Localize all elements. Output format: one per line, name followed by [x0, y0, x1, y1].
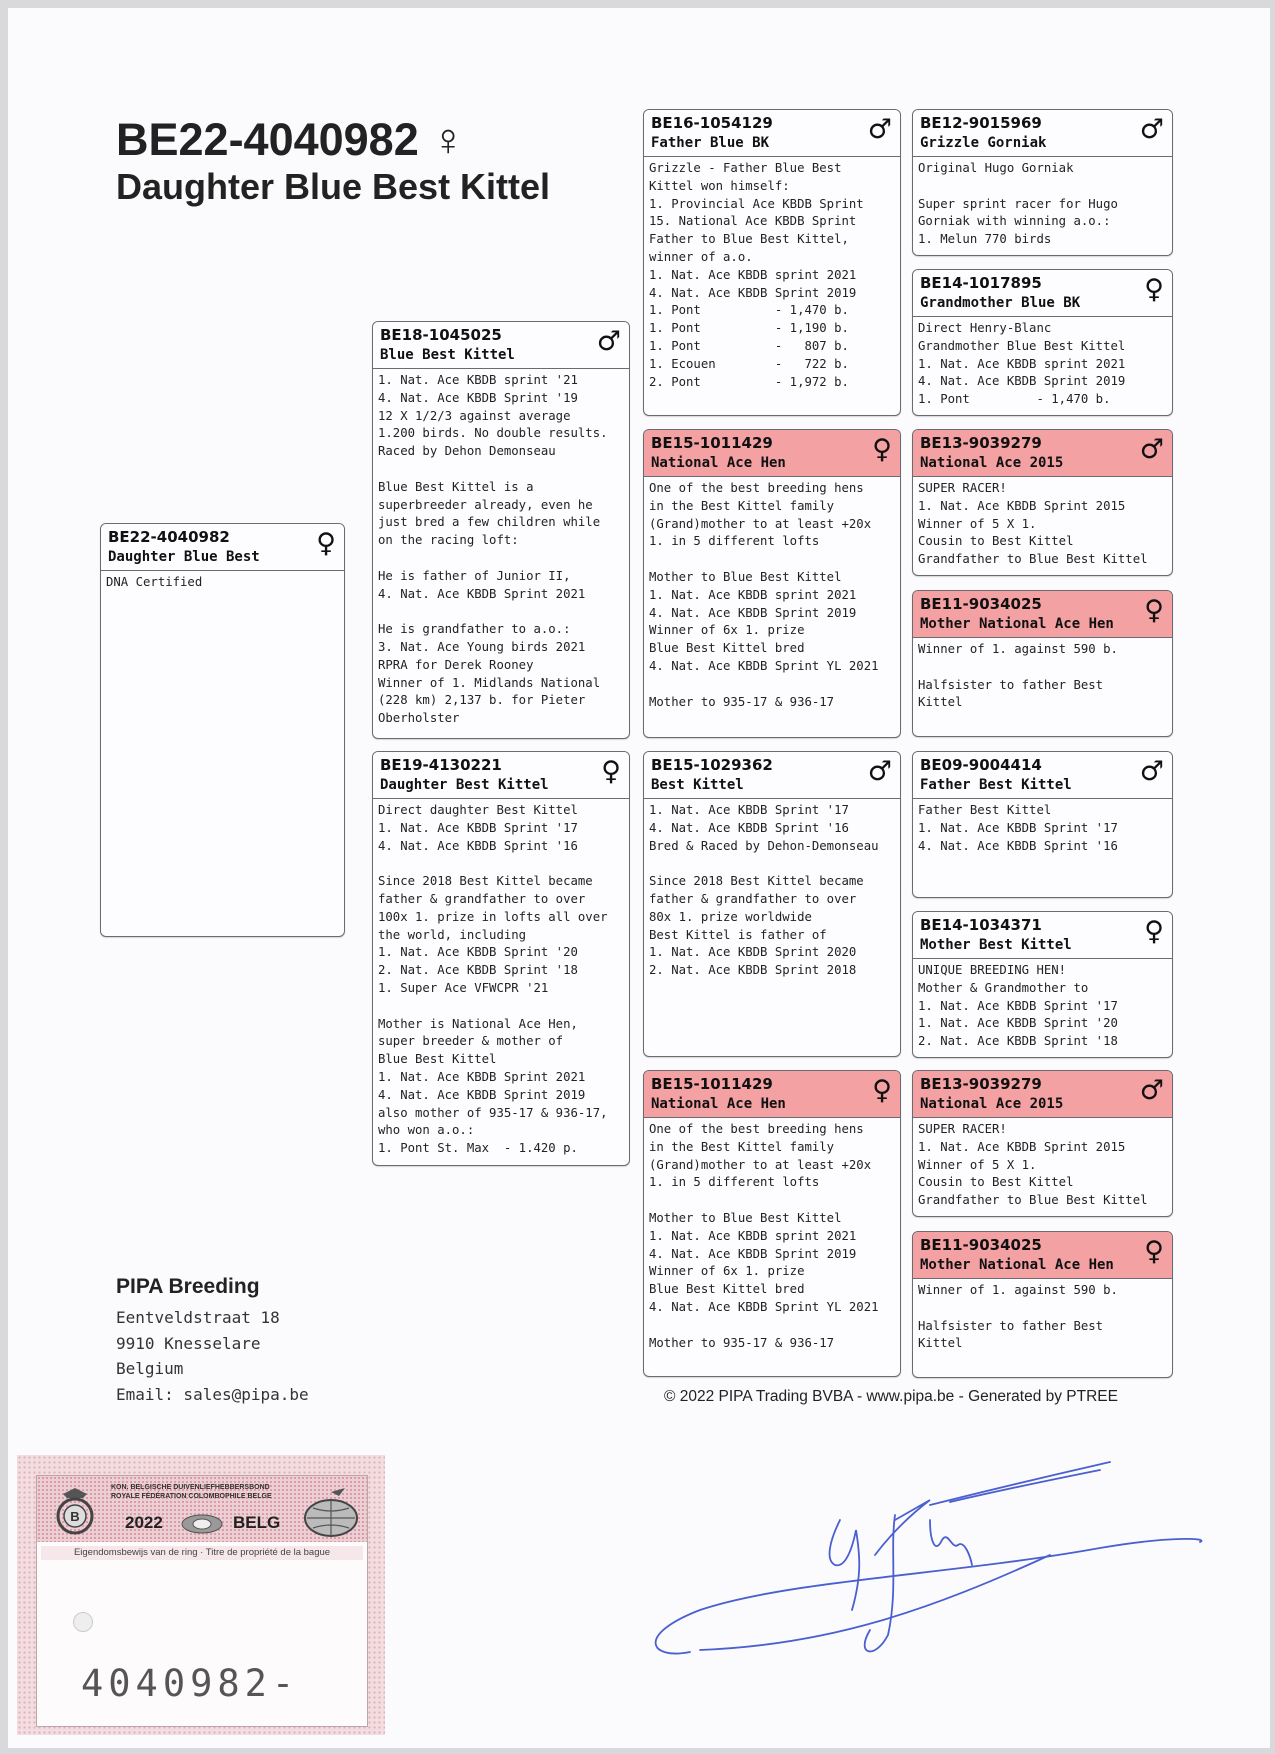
ring-number: BE15-1029362: [651, 756, 773, 774]
pigeon-name: Daughter Blue Best: [108, 549, 260, 565]
male-symbol-icon: ♂: [867, 114, 892, 145]
card-header: [373, 752, 629, 799]
card-notes: One of the best breeding hens in the Best Kittel family (Grand)mother to at least +20x 1. in 5 different lofts Mother to Blue Best Kittel 1. Nat. Ace KBDB sprint 2021 4. Nat. Ace KBDB Sprint 2019 Winner of 6x 1. prize Blue Best Kittel bred 4. Nat. Ace KBDB Sprint YL 2021 Mother to 935-17 & 936-17: [649, 481, 879, 709]
card-ggp-1: [912, 109, 1173, 256]
pigeon-name: Grizzle Gorniak: [920, 135, 1047, 151]
card-notes: SUPER RACER! 1. Nat. Ace KBDB Sprint 2015 Winner of 5 X 1. Cousin to Best Kittel Grandfather to Blue Best Kittel: [918, 481, 1148, 567]
card-header: [913, 1232, 1172, 1279]
card-notes: Father Best Kittel 1. Nat. Ace KBDB Sprint '17 4. Nat. Ace KBDB Sprint '16: [918, 803, 1118, 853]
card-notes: SUPER RACER! 1. Nat. Ace KBDB Sprint 2015 Winner of 5 X 1. Cousin to Best Kittel Grandfather to Blue Best Kittel: [918, 1122, 1148, 1208]
female-symbol-icon: ♀: [872, 1075, 892, 1106]
card-header: [913, 752, 1172, 799]
ring-number: BE14-1017895: [920, 274, 1042, 292]
male-symbol-icon: ♂: [1139, 114, 1164, 145]
female-symbol-icon: ♀: [1144, 916, 1164, 947]
male-symbol-icon: ♂: [596, 326, 621, 357]
page-title-name: Daughter Blue Best Kittel: [116, 166, 551, 207]
ring-country: BELG: [233, 1513, 281, 1532]
pigeon-name: National Ace Hen: [651, 455, 786, 471]
ring-number: BE15-1011429: [651, 1075, 773, 1093]
pigeon-name: Blue Best Kittel: [380, 347, 515, 363]
ring-number: BE14-1034371: [920, 916, 1042, 934]
ring-number: BE13-9039279: [920, 434, 1042, 452]
contact-email: Email: sales@pipa.be: [116, 1384, 309, 1404]
card-paternal-grandfather: [643, 109, 901, 416]
pigeon-name: Best Kittel: [651, 777, 744, 793]
federation-crest-icon: [47, 1484, 103, 1540]
card-notes: 1. Nat. Ace KBDB sprint '21 4. Nat. Ace KBDB Sprint '19 12 X 1/2/3 against average 1.200 birds. No double results. Raced by Dehon Demonseau Blue Best Kittel is a superbreeder already, even he just bred a few children while on the racing loft: He is father of Junior II, 4. Nat. Ace KBDB Sprint 2021 He is grandfather to a.o.: 3. Nat. Ace Young birds 2021 RPRA for Derek Rooney Winner of 1. Midlands National (228 km) 2,137 b. for Pieter Oberholster: [378, 373, 608, 726]
address-country: Belgium: [116, 1359, 184, 1378]
card-maternal-grandmother: [643, 1070, 901, 1377]
card-header: [644, 752, 900, 799]
pigeon-name: Mother National Ace Hen: [920, 616, 1114, 632]
pigeon-name: National Ace 2015: [920, 1096, 1064, 1112]
pigeon-name: Father Best Kittel: [920, 777, 1072, 793]
page-title-ring: BE22-4040982 ♀: [116, 114, 466, 165]
ring-number: BE15-1011429: [651, 434, 773, 452]
ring-number: BE13-9039279: [920, 1075, 1042, 1093]
ring-number: BE09-9004414: [920, 756, 1042, 774]
ring-number-printed: 4040982-: [81, 1662, 300, 1705]
ownership-title: Eigendomsbewijs van de ring · Titre de propriété de la bague: [41, 1546, 363, 1560]
ring-number: BE11-9034025: [920, 595, 1042, 613]
card-header: [913, 591, 1172, 638]
card-header: [644, 110, 900, 157]
male-symbol-icon: ♂: [1139, 756, 1164, 787]
card-notes: UNIQUE BREEDING HEN! Mother & Grandmother to 1. Nat. Ace KBDB Sprint '17 1. Nat. Ace KBDB Sprint '20 2. Nat. Ace KBDB Sprint '18: [918, 963, 1118, 1049]
card-notes: Winner of 1. against 590 b. Halfsister to father Best Kittel: [918, 1283, 1118, 1351]
card-mother: [372, 751, 630, 1166]
wings-emblem-icon: [179, 1510, 225, 1536]
company-name: PIPA Breeding: [116, 1275, 260, 1298]
ring-number: BE12-9015969: [920, 114, 1042, 132]
pigeon-name: Mother Best Kittel: [920, 937, 1072, 953]
card-header: [913, 270, 1172, 317]
card-notes: One of the best breeding hens in the Best Kittel family (Grand)mother to at least +20x 1. in 5 different lofts Mother to Blue Best Kittel 1. Nat. Ace KBDB sprint 2021 4. Nat. Ace KBDB Sprint 2019 Winner of 6x 1. prize Blue Best Kittel bred 4. Nat. Ace KBDB Sprint YL 2021 Mother to 935-17 & 936-17: [649, 1122, 879, 1350]
card-ggp-6: [912, 911, 1173, 1058]
card-paternal-grandmother: [643, 429, 901, 738]
female-symbol-icon: ♀: [1144, 595, 1164, 626]
card-notes: Grizzle - Father Blue Best Kittel won himself: 1. Provincial Ace KBDB Sprint 15. National Ace KBDB Sprint Father to Blue Best Kittel, winner of a.o. 1. Nat. Ace KBDB sprint 2021 4. Nat. Ace KBDB Sprint 2019 1. Pont - 1,470 b. 1. Pont - 1,190 b. 1. Pont - 807 b. 1. Ecouen - 722 b. 2. Pont - 1,972 b.: [649, 161, 864, 389]
card-header: [644, 1071, 900, 1118]
male-symbol-icon: ♂: [1139, 1075, 1164, 1106]
male-symbol-icon: ♂: [867, 756, 892, 787]
female-symbol-icon: ♀: [1144, 1236, 1164, 1267]
address-city: 9910 Knesselare: [116, 1333, 261, 1353]
card-notes: Original Hugo Gorniak Super sprint racer for Hugo Gorniak with winning a.o.: 1. Melun 770 birds: [918, 161, 1118, 247]
female-symbol-icon: ♀: [1144, 274, 1164, 305]
female-symbol-icon: ♀: [601, 756, 621, 787]
federation-name-fr: ROYALE FÉDÉRATION COLOMBOPHILE BELGE: [111, 1493, 272, 1500]
contact-block: [116, 1275, 309, 1407]
ring-year: 2022: [125, 1513, 163, 1532]
card-ggp-2: [912, 269, 1173, 416]
card-header: [913, 912, 1172, 959]
card-father: [372, 321, 630, 739]
card-header: [373, 322, 629, 369]
card-ggp-8: [912, 1231, 1173, 1378]
female-symbol-icon: ♀: [872, 434, 892, 465]
address-street: Eentveldstraat 18: [116, 1308, 280, 1327]
ring-number: BE16-1054129: [651, 114, 773, 132]
pigeon-name: Mother National Ace Hen: [920, 1257, 1114, 1273]
card-subject: [100, 523, 345, 937]
female-symbol-icon: ♀: [316, 528, 336, 559]
ring-number: BE18-1045025: [380, 326, 502, 344]
card-notes: Direct Henry-Blanc Grandmother Blue Best Kittel 1. Nat. Ace KBDB sprint 2021 4. Nat. Ace KBDB Sprint 2019 1. Pont - 1,470 b.: [918, 321, 1126, 407]
ring-ownership-sticker: [17, 1455, 385, 1735]
pigeon-name: National Ace 2015: [920, 455, 1064, 471]
sticker-card: [36, 1475, 368, 1727]
card-header: [913, 1071, 1172, 1118]
card-notes: Direct daughter Best Kittel 1. Nat. Ace KBDB Sprint '17 4. Nat. Ace KBDB Sprint '16 Since 2018 Best Kittel became father & grandfather to over 100x 1. prize in lofts all over the world, including 1. Nat. Ace KBDB Sprint '20 2. Nat. Ace KBDB Sprint '18 1. Super Ace VFWCPR '21 Mother is National Ace Hen, super breeder & mother of Blue Best Kittel 1. Nat. Ace KBDB Sprint 2021 4. Nat. Ace KBDB Sprint 2019 also mother of 935-17 & 936-17, who won a.o.: 1. Pont St. Max - 1.420 p.: [378, 803, 608, 1156]
card-header: [644, 430, 900, 477]
pigeon-name: National Ace Hen: [651, 1096, 786, 1112]
card-maternal-grandfather: [643, 751, 901, 1057]
pigeon-name: Grandmother Blue BK: [920, 295, 1081, 311]
ring-number: BE11-9034025: [920, 1236, 1042, 1254]
sticker-hole: [73, 1612, 93, 1632]
handwritten-signature: [630, 1460, 1240, 1670]
card-header: [101, 524, 344, 571]
card-ggp-5: [912, 751, 1173, 898]
card-notes: 1. Nat. Ace KBDB Sprint '17 4. Nat. Ace KBDB Sprint '16 Bred & Raced by Dehon-Demonseau Since 2018 Best Kittel became father & grandfather to over 80x 1. prize worldwide Best Kittel is father of 1. Nat. Ace KBDB Sprint 2020 2. Nat. Ace KBDB Sprint 2018: [649, 803, 879, 978]
card-ggp-3: [912, 429, 1173, 576]
card-header: [913, 430, 1172, 477]
card-notes: DNA Certified: [106, 575, 203, 589]
footer-copyright: © 2022 PIPA Trading BVBA - www.pipa.be - Generated by PTREE: [664, 1388, 1118, 1405]
ring-number: BE19-4130221: [380, 756, 502, 774]
card-header: [913, 110, 1172, 157]
card-ggp-7: [912, 1070, 1173, 1217]
svg-text:B: B: [70, 1509, 80, 1524]
pigeon-name: Father Blue BK: [651, 135, 770, 151]
pigeon-name: Daughter Best Kittel: [380, 777, 549, 793]
federation-globe-icon: [301, 1484, 361, 1540]
card-notes: Winner of 1. against 590 b. Halfsister to father Best Kittel: [918, 642, 1118, 710]
female-symbol-icon: ♀: [431, 114, 466, 165]
male-symbol-icon: ♂: [1139, 434, 1164, 465]
federation-name-nl: KON. BELGISCHE DUIVENLIEFHEBBERSBOND: [111, 1484, 270, 1491]
ring-number: BE22-4040982: [108, 528, 230, 546]
card-ggp-4: [912, 590, 1173, 737]
